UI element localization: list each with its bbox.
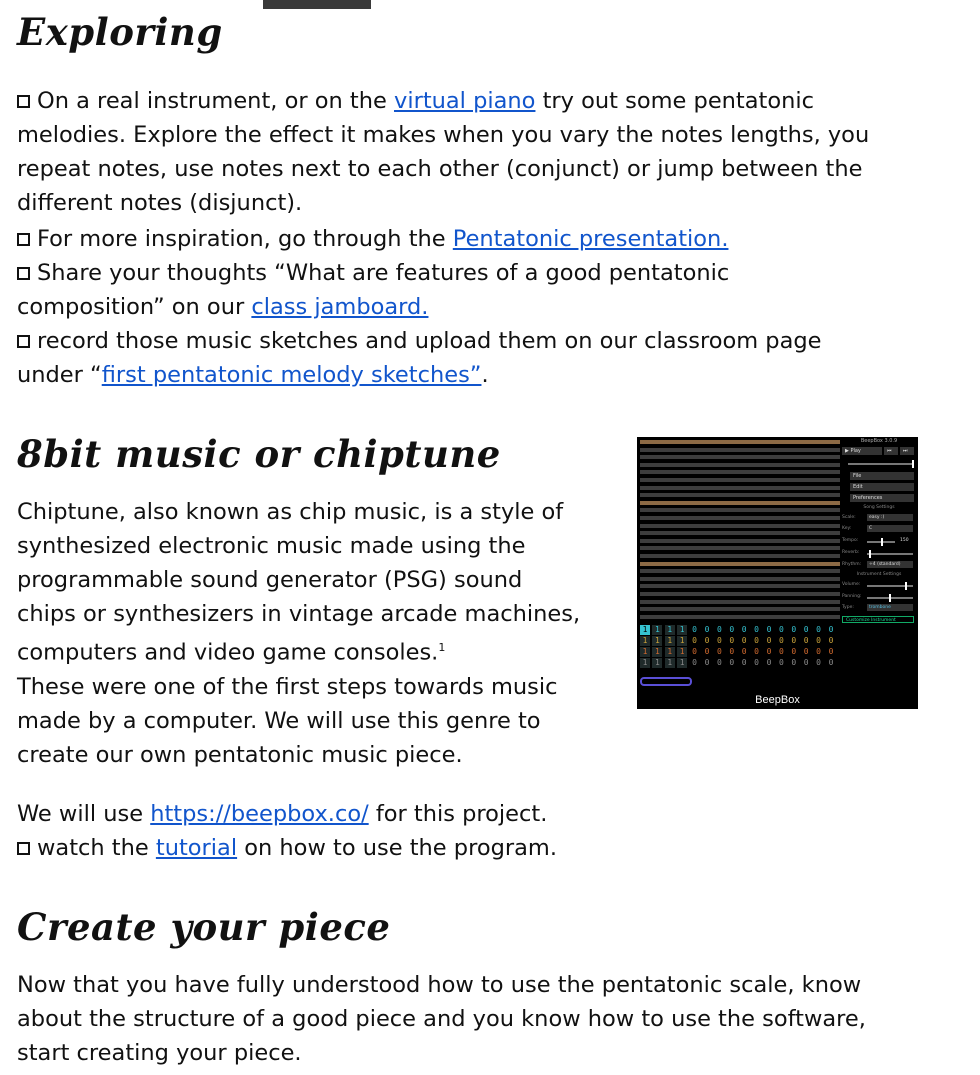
create-heading: Create your piece (17, 905, 391, 949)
beepbox-pattern-cell: 0 (766, 658, 772, 667)
beepbox-pattern-cell: 1 (677, 625, 687, 635)
create-paragraph: Now that you have fully understood how to use the pentatonic scale, know about the structure of a good piece and you know how to use the software, start creating your piece. (17, 972, 866, 1066)
beepbox-track-row (640, 562, 840, 566)
checkbox-icon[interactable] (17, 842, 30, 855)
beepbox-pattern-cell: 0 (803, 658, 809, 667)
beepbox-pattern-cell: 1 (677, 658, 687, 668)
beepbox-pattern-cell: 0 (828, 658, 834, 667)
beepbox-panning-slider (867, 597, 913, 599)
beepbox-pattern-cell: 1 (665, 658, 675, 668)
exploring-item-3: Share your thoughts “What are features of a good pentatonic composition” on our class jamboard. (17, 260, 730, 320)
checkbox-icon[interactable] (17, 95, 30, 108)
beepbox-pattern-cell: 0 (816, 647, 821, 656)
beepbox-pattern-cell: 1 (640, 636, 650, 646)
beepbox-pattern-cell: 0 (766, 647, 772, 656)
beepbox-track-grid (640, 440, 840, 624)
beepbox-pattern-cell: 0 (778, 647, 784, 656)
beepbox-pattern-cell: 0 (716, 636, 722, 645)
beepbox-pattern-cell: 0 (729, 658, 735, 667)
beepbox-pattern-cell: 0 (778, 636, 784, 645)
beepbox-loop-bar (640, 677, 692, 686)
beepbox-next-button: ⏭ (900, 447, 914, 455)
beepbox-scale-select: easy :) (867, 514, 913, 521)
beepbox-scale-label: Scale: (842, 515, 856, 520)
beepbox-track-row (640, 546, 840, 550)
class-jamboard-link[interactable]: class jamboard. (251, 294, 429, 320)
beepbox-key-select: C (867, 525, 913, 532)
beepbox-pattern-cell: 0 (716, 658, 722, 667)
beepbox-pattern-cell: 0 (729, 647, 735, 656)
beepbox-pattern-cell: 0 (741, 658, 747, 667)
beepbox-pattern-cell: 0 (692, 636, 697, 645)
beepbox-pattern-cell: 1 (652, 636, 662, 646)
beepbox-version-title: BeepBox 3.0.9 (860, 438, 898, 444)
beepbox-pattern-cell: 0 (704, 658, 710, 667)
tutorial-link[interactable]: tutorial (155, 835, 238, 861)
beepbox-edit-menu: Edit (850, 483, 914, 491)
beepbox-customize-button: Customize Instrument (842, 616, 914, 623)
beepbox-play-button: ▶ Play (842, 447, 882, 455)
beepbox-pattern-cell: 0 (778, 625, 784, 634)
beepbox-reverb-label: Reverb: (842, 550, 860, 555)
beepbox-pattern-cell: 0 (716, 647, 722, 656)
beepbox-tempo-value: 150 (900, 538, 909, 543)
chiptune-paragraph: Chiptune, also known as chip music, is a style of synthesized electronic music made using the programmable sound generator (PSG) sound chips or synthesizers in vintage arcade machines, computers and video game consoles.$^1$ These were one of the first steps towards music made by a computer. We will use this genre to create our own pentatonic music piece. (17, 499, 581, 768)
beepbox-track-row (640, 554, 840, 558)
footnote-marker: 1 (438, 641, 446, 654)
beepbox-reverb-slider (867, 553, 913, 555)
beepbox-volume-label: Volume: (842, 582, 861, 587)
beepbox-pattern-cell: 0 (803, 636, 809, 645)
beepbox-track-row (640, 463, 840, 467)
melody-sketches-link[interactable]: first pentatonic melody sketches” (101, 362, 482, 388)
beepbox-track-row (640, 493, 840, 497)
beepbox-pattern-cell: 0 (754, 647, 759, 656)
beepbox-rhythm-select: ÷4 (standard) (867, 561, 913, 568)
beepbox-pattern-cell: 0 (741, 625, 747, 634)
beepbox-pattern-cell: 1 (665, 636, 675, 646)
beepbox-caption: BeepBox (755, 694, 800, 706)
beepbox-pattern-cell: 1 (677, 636, 687, 646)
beepbox-pattern-cell: 0 (729, 636, 735, 645)
tutorial-item: watch the tutorial on how to use the program. (17, 831, 967, 865)
beepbox-use-line: We will use https://beepbox.co/ for this project. (17, 801, 548, 827)
exploring-item-2: For more inspiration, go through the Pentatonic presentation. (17, 222, 967, 256)
beepbox-track-row (640, 486, 840, 490)
beepbox-pattern-cell: 0 (716, 625, 722, 634)
beepbox-pattern-cell: 1 (665, 625, 675, 635)
beepbox-track-row (640, 569, 840, 573)
checkbox-icon[interactable] (17, 233, 30, 246)
beepbox-track-row (640, 455, 840, 459)
pentatonic-presentation-link[interactable]: Pentatonic presentation. (452, 226, 729, 252)
beepbox-pattern-cell: 0 (754, 625, 759, 634)
beepbox-pattern-cell: 0 (766, 636, 772, 645)
beepbox-track-row (640, 478, 840, 482)
beepbox-pattern-cell: 0 (692, 647, 697, 656)
beepbox-pattern-cell: 0 (729, 625, 735, 634)
beepbox-pattern-cell: 1 (640, 658, 650, 668)
beepbox-pattern-cell: 0 (754, 658, 759, 667)
chiptune-heading: 8bit music or chiptune (17, 432, 501, 476)
beepbox-track-row (640, 539, 840, 543)
slider-thumb (869, 550, 871, 558)
beepbox-track-row (640, 577, 840, 581)
beepbox-pattern-cell: 1 (665, 647, 675, 657)
beepbox-master-volume-slider (848, 463, 914, 465)
exploring-heading: Exploring (17, 10, 223, 54)
beepbox-track-row (640, 501, 840, 505)
slider-thumb (912, 460, 914, 468)
beepbox-pattern-cell: 1 (652, 658, 662, 668)
beepbox-volume-slider (867, 585, 913, 587)
beepbox-pattern-cell: 0 (791, 636, 797, 645)
beepbox-screenshot (637, 437, 918, 709)
checkbox-icon[interactable] (17, 335, 30, 348)
beepbox-track-row (640, 440, 840, 444)
beepbox-instrument-settings-label: Instrument Settings (856, 572, 902, 577)
beepbox-track-row (640, 584, 840, 588)
beepbox-pattern-cell: 0 (778, 658, 784, 667)
virtual-piano-link[interactable]: virtual piano (394, 88, 536, 114)
beepbox-pattern-cell: 0 (704, 636, 710, 645)
beepbox-pattern-cell: 0 (791, 647, 797, 656)
beepbox-pattern-cell: 0 (754, 636, 759, 645)
beepbox-file-menu: File (850, 472, 914, 480)
beepbox-pattern-cell: 0 (741, 647, 747, 656)
beepbox-pattern-cell: 0 (816, 658, 821, 667)
slider-thumb (881, 538, 883, 546)
beepbox-pattern-grid (640, 625, 840, 669)
beepbox-track-row (640, 524, 840, 528)
beepbox-key-label: Key: (842, 526, 852, 531)
beepbox-pattern-cell: 0 (803, 625, 809, 634)
beepbox-pattern-cell: 0 (803, 647, 809, 656)
slider-thumb (889, 594, 891, 602)
beepbox-tempo-slider (867, 541, 895, 543)
beepbox-link[interactable]: https://beepbox.co/ (150, 801, 369, 827)
beepbox-song-settings-label: Song Settings (863, 505, 895, 510)
beepbox-track-row (640, 470, 840, 474)
beepbox-prev-button: ⏮ (884, 447, 898, 455)
top-toolbar-fragment (263, 0, 371, 9)
beepbox-track-row (640, 600, 840, 604)
beepbox-pattern-cell: 0 (704, 625, 710, 634)
beepbox-pattern-cell: 0 (816, 625, 821, 634)
beepbox-pattern-cell: 0 (828, 625, 834, 634)
beepbox-pattern-cell: 0 (704, 647, 710, 656)
beepbox-pattern-cell: 1 (640, 647, 650, 657)
beepbox-pattern-cell: 0 (741, 636, 747, 645)
beepbox-track-row (640, 592, 840, 596)
exploring-item-1: On a real instrument, or on the virtual piano try out some pentatonic melodies. Explore the effect it makes when you vary the notes lengths, you repeat notes, use notes next to each other (conjunct) or jump between the different notes (disjunct). (17, 88, 870, 216)
beepbox-type-label: Type: (842, 605, 854, 610)
beepbox-pattern-cell: 0 (791, 625, 797, 634)
beepbox-preferences-menu: Preferences (850, 494, 914, 502)
beepbox-track-row (640, 615, 840, 619)
beepbox-rhythm-label: Rhythm: (842, 562, 862, 567)
beepbox-pattern-cell: 0 (692, 658, 697, 667)
beepbox-pattern-cell: 0 (828, 636, 834, 645)
checkbox-icon[interactable] (17, 267, 30, 280)
beepbox-pattern-cell: 0 (766, 625, 772, 634)
beepbox-pattern-cell: 0 (816, 636, 821, 645)
beepbox-track-row (640, 508, 840, 512)
beepbox-panning-label: Panning: (842, 594, 862, 599)
beepbox-track-row (640, 448, 840, 452)
beepbox-track-row (640, 516, 840, 520)
beepbox-pattern-cell: 0 (692, 625, 697, 634)
beepbox-pattern-cell: 1 (652, 625, 662, 635)
beepbox-pattern-cell: 1 (677, 647, 687, 657)
beepbox-track-row (640, 531, 840, 535)
beepbox-pattern-cell: 1 (640, 625, 650, 635)
beepbox-type-select: trombone (867, 604, 913, 611)
beepbox-tempo-label: Tempo: (842, 538, 859, 543)
beepbox-settings-panel (840, 437, 918, 687)
exploring-item-4: record those music sketches and upload them on our classroom page under “first pentatonic melody sketches”. (17, 328, 822, 388)
beepbox-pattern-cell: 0 (828, 647, 834, 656)
slider-thumb (905, 582, 907, 590)
beepbox-pattern-cell: 0 (791, 658, 797, 667)
beepbox-track-row (640, 607, 840, 611)
beepbox-pattern-cell: 1 (652, 647, 662, 657)
